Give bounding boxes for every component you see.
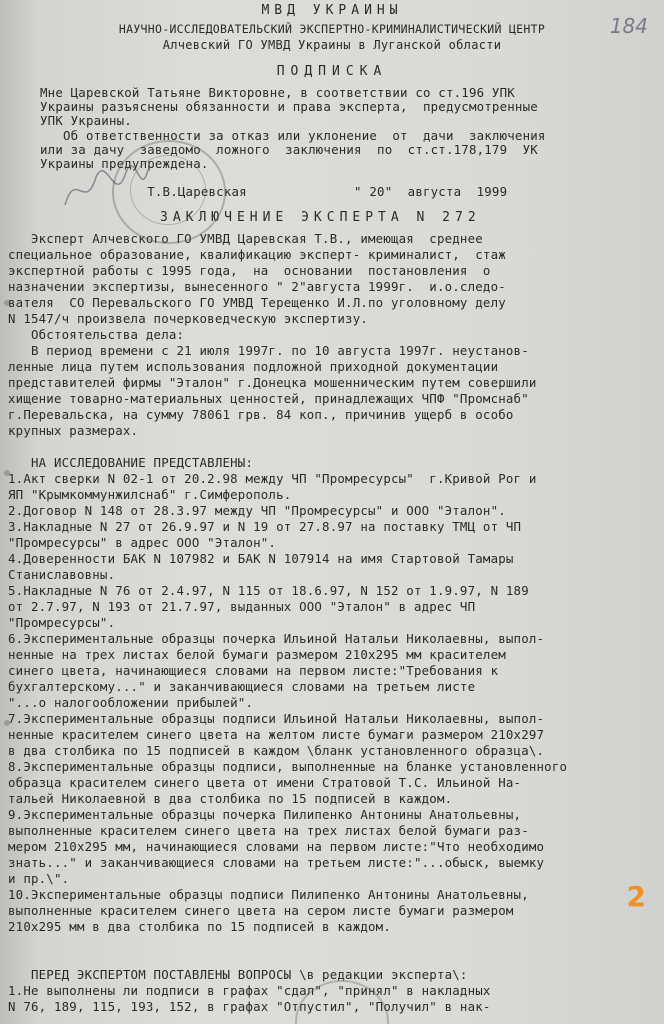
body-line: и пр.\".: [8, 871, 70, 886]
body-line: НА ИССЛЕДОВАНИЕ ПРЕДСТАВЛЕНЫ:: [8, 455, 254, 470]
body-line: вателя СО Перевальского ГО УМВД Терещенко И.Л.по уголовному делу: [8, 295, 506, 310]
body-line: мером 210х295 мм, начинающиеся словами на первом листе:"Что необходимо: [8, 839, 545, 854]
body-line: 8.Экспериментальные образцы подписи, выполненные на бланке установленного: [8, 759, 568, 774]
corner-page-number: 2: [626, 880, 646, 913]
body-line: 1.Не выполнены ли подписи в графах "сдал", "принял" в накладных: [8, 983, 491, 998]
body-line: представителей фирмы "Эталон" г.Донецка мошенническим путем совершили: [8, 375, 537, 390]
subscription-line: Мне Царевской Татьяне Викторовне, в соответствии со ст.196 УПК: [40, 85, 515, 100]
conclusion-title: ЗАКЛЮЧЕНИЕ ЭКСПЕРТА N 272: [160, 210, 481, 225]
body-line: выполненные красителем синего цвета на сером листе бумаги размером: [8, 903, 514, 918]
body-line: 7.Экспериментальные образцы подписи Ильиной Натальи Николаевны, выпол-: [8, 711, 545, 726]
body-line: тальей Николаевной в два столбика по 15 подписей в каждом.: [8, 791, 453, 806]
body-line: Обстоятельства дела:: [8, 327, 185, 342]
body-line: 10.Экспериментальные образцы подписи Пилипенко Антонины Анатольевны,: [8, 887, 529, 902]
subscription-line: УПК Украины.: [40, 113, 132, 129]
subscription-line: Т.В.Царевская " 20" августа 1999: [40, 184, 508, 200]
body-line: ПЕРЕД ЭКСПЕРТОМ ПОСТАВЛЕНЫ ВОПРОСЫ \в редакции эксперта\:: [8, 967, 468, 982]
body-line: 3.Накладные N 27 от 26.9.97 и N 19 от 27.8.97 на поставку ТМЦ от ЧП: [8, 519, 522, 534]
body-line: в два столбика по 15 подписей в каждом \бланк установленного образца\.: [8, 743, 545, 758]
header-ministry: МВД УКРАИНЫ: [261, 3, 403, 18]
body-line: В период времени с 21 июля 1997г. по 10 августа 1997г. неустанов-: [8, 343, 529, 358]
body-line: 9.Экспериментальные образцы почерка Пилипенко Антонины Анатольевны,: [8, 807, 522, 822]
body-line: образца красителем синего цвета от имени Стратовой Т.С. Ильиной На-: [8, 775, 522, 790]
header-center: НАУЧНО-ИССЛЕДОВАТЕЛЬСКИЙ ЭКСПЕРТНО-КРИМИНАЛИСТИЧЕСКИЙ ЦЕНТР: [118, 22, 546, 36]
body-line: бухгалтерскому..." и заканчивающиеся словами на третьем листе: [8, 679, 476, 694]
body-line: хищение товарно-материальных ценностей, принадлежащих ЧПФ "Промснаб": [8, 391, 529, 406]
body-line: 5.Накладные N 76 от 2.4.97, N 115 от 18.6.97, N 152 от 1.9.97, N 189: [8, 583, 529, 598]
body-line: ЯП "Крымкоммунжилснаб" г.Симферополь.: [8, 487, 292, 502]
body-line: Станиславовны.: [8, 567, 116, 582]
page-number: 184: [609, 14, 648, 38]
subscription-line: Украины предупреждена.: [40, 156, 209, 171]
subscription-line: Об ответственности за отказ или уклонение от дачи заключения: [40, 127, 546, 143]
header-city: Алчевский ГО УМВД Украины в Луганской области: [162, 38, 502, 52]
body-line: ненные красителем синего цвета на желтом листе бумаги размером 210х297: [8, 727, 545, 742]
subscription-title: ПОДПИСКА: [276, 64, 388, 79]
body-line: "...о налогообложении прибылей".: [8, 695, 254, 710]
body-line: 2.Договор N 148 от 28.3.97 между ЧП "Промресурсы" и ООО "Эталон".: [8, 503, 506, 518]
body-line: ненные на трех листах белой бумаги размером 210х295 мм красителем: [8, 647, 506, 662]
body-line: выполненные красителем синего цвета на трех листах белой бумаги раз-: [8, 823, 529, 838]
body-line: знать..." и заканчивающиеся словами на третьем листе:"...обыск, выемку: [8, 855, 545, 870]
body-line: специальное образование, квалификацию эксперт- криминалист, стаж: [8, 247, 506, 262]
body-line: "Промресурсы".: [8, 615, 116, 630]
body-line: 210х295 мм в два столбика по 15 подписей в каждом.: [8, 919, 391, 934]
body-line: г.Перевальска, на сумму 78061 грв. 84 коп., причинив ущерб в особо: [8, 407, 514, 422]
handwritten-signature: [60, 160, 150, 220]
body-line: Эксперт Алчевского ГО УМВД Царевская Т.В., имеющая среднее: [8, 231, 483, 246]
body-line: 6.Экспериментальные образцы почерка Ильиной Натальи Николаевны, выпол-: [8, 631, 545, 646]
body-line: крупных размерах.: [8, 423, 139, 438]
body-line: 4.Доверенности БАК N 107982 и БАК N 107914 на имя Стартовой Тамары: [8, 551, 514, 566]
body-line: ленные лица путем использования подложной приходной документации: [8, 359, 499, 374]
body-line: 1.Акт сверки N 02-1 от 20.2.98 между ЧП "Промресурсы" г.Кривой Рог и: [8, 471, 537, 486]
subscription-line: Украины разъяснены обязанности и права эксперта, предусмотренные: [40, 99, 538, 115]
subscription-line: или за дачу заведомо ложного заключения по ст.ст.178,179 УК: [40, 141, 538, 157]
body-line: N 76, 189, 115, 193, 152, в графах "Отпустил", "Получил" в нак-: [8, 999, 491, 1014]
body-line: назначении экспертизы, вынесенного " 2"августа 1999г. и.о.следо-: [8, 279, 506, 294]
body-line: "Промресурсы" в адрес ООО "Эталон".: [8, 535, 277, 550]
body-line: от 2.7.97, N 193 от 21.7.97, выданных ООО "Эталон" в адрес ЧП: [8, 599, 476, 614]
body-line: N 1547/ч произвела почерковедческую экспертизу.: [8, 311, 369, 326]
body-line: синего цвета, начинающиеся словами на первом листе:"Требования к: [8, 663, 499, 678]
body-line: экспертной работы с 1995 года, на основании постановления о: [8, 263, 491, 278]
